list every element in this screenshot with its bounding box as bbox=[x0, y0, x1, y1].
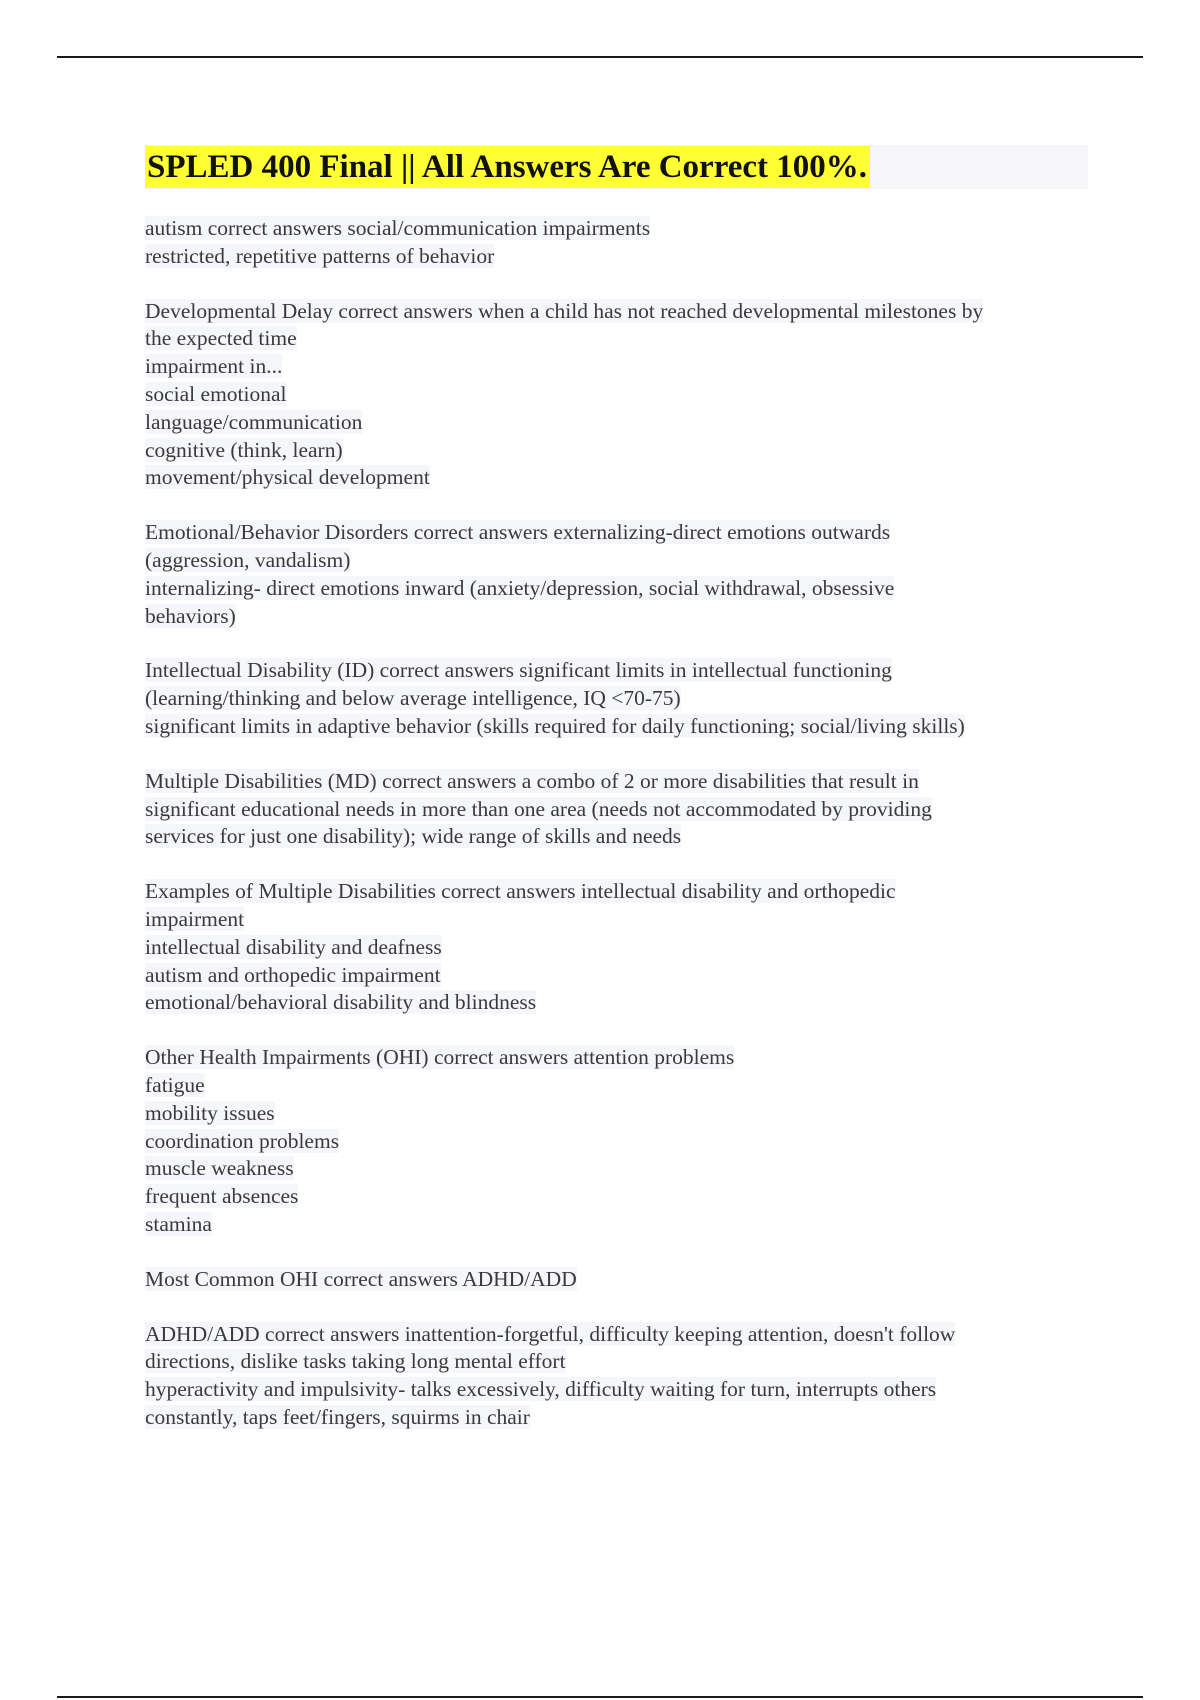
qa-line-text: (aggression, vandalism) bbox=[145, 547, 351, 572]
qa-line bbox=[145, 713, 1105, 741]
qa-entry bbox=[145, 1044, 1105, 1239]
qa-line bbox=[145, 934, 1105, 962]
qa-line bbox=[145, 575, 1105, 603]
qa-line-text: Developmental Delay correct answers when a child has not reached developmental milestones by bbox=[145, 298, 984, 323]
qa-line-text: significant educational needs in more than one area (needs not accommodated by providing bbox=[145, 796, 932, 821]
qa-line-text: autism and orthopedic impairment bbox=[145, 962, 441, 987]
qa-line bbox=[145, 437, 1105, 465]
qa-entry bbox=[145, 519, 1105, 630]
qa-line-text: impairment in... bbox=[145, 354, 283, 379]
qa-line bbox=[145, 796, 1105, 824]
qa-line-text: Multiple Disabilities (MD) correct answers a combo of 2 or more disabilities that result in bbox=[145, 768, 919, 793]
qa-line bbox=[145, 1155, 1105, 1183]
qa-line bbox=[145, 1266, 1105, 1294]
qa-line bbox=[145, 685, 1105, 713]
qa-line-text: ADHD/ADD correct answers inattention-forgetful, difficulty keeping attention, doesn't follow bbox=[145, 1321, 956, 1346]
qa-line-text: intellectual disability and deafness bbox=[145, 934, 442, 959]
qa-line bbox=[145, 409, 1105, 437]
qa-line-text: autism correct answers social/communication impairments bbox=[145, 216, 651, 240]
qa-line-text: behaviors) bbox=[145, 603, 236, 628]
qa-line-text: the expected time bbox=[145, 326, 297, 351]
qa-line bbox=[145, 547, 1105, 575]
qa-line bbox=[145, 878, 1105, 906]
qa-line bbox=[145, 243, 1105, 271]
qa-line bbox=[145, 325, 1105, 353]
qa-line bbox=[145, 657, 1105, 685]
qa-line-text: constantly, taps feet/fingers, squirms in chair bbox=[145, 1404, 530, 1429]
qa-entry bbox=[145, 878, 1105, 1017]
qa-line-text: Emotional/Behavior Disorders correct answers externalizing-direct emotions outwards bbox=[145, 520, 891, 545]
qa-line bbox=[145, 519, 1105, 547]
qa-line-text: coordination problems bbox=[145, 1128, 340, 1153]
qa-line bbox=[145, 768, 1105, 796]
qa-entry bbox=[145, 215, 1105, 271]
qa-line bbox=[145, 381, 1105, 409]
qa-line-text: Examples of Multiple Disabilities correct answers intellectual disability and orthopedic bbox=[145, 879, 896, 904]
qa-line-text: Other Health Impairments (OHI) correct answers attention problems bbox=[145, 1045, 735, 1070]
qa-entry bbox=[145, 1321, 1105, 1432]
qa-line bbox=[145, 1211, 1105, 1239]
qa-line-text: frequent absences bbox=[145, 1184, 299, 1209]
qa-line bbox=[145, 823, 1105, 851]
qa-line bbox=[145, 353, 1105, 381]
qa-line bbox=[145, 1183, 1105, 1211]
document-body bbox=[145, 215, 1105, 1459]
qa-line-text: hyperactivity and impulsivity- talks excessively, difficulty waiting for turn, interrupts others bbox=[145, 1377, 937, 1402]
qa-line-text: restricted, repetitive patterns of behavior bbox=[145, 243, 495, 268]
qa-line-text: mobility issues bbox=[145, 1100, 275, 1125]
qa-line bbox=[145, 215, 1105, 243]
qa-line bbox=[145, 298, 1105, 326]
qa-line bbox=[145, 962, 1105, 990]
qa-line bbox=[145, 1128, 1105, 1156]
bottom-rule bbox=[57, 1696, 1143, 1698]
qa-line bbox=[145, 1404, 1105, 1432]
qa-line bbox=[145, 1376, 1105, 1404]
qa-line-text: stamina bbox=[145, 1211, 212, 1236]
qa-entry bbox=[145, 657, 1105, 740]
qa-line-text: Most Common OHI correct answers ADHD/ADD bbox=[145, 1266, 577, 1291]
qa-line-text: cognitive (think, learn) bbox=[145, 437, 343, 462]
qa-line-text: movement/physical development bbox=[145, 465, 430, 490]
qa-line-text: services for just one disability); wide range of skills and needs bbox=[145, 824, 682, 849]
qa-line-text: social emotional bbox=[145, 381, 287, 406]
qa-line-text: internalizing- direct emotions inward (anxiety/depression, social withdrawal, obsessive bbox=[145, 575, 895, 600]
qa-line-text: directions, dislike tasks taking long mental effort bbox=[145, 1349, 566, 1374]
document-title: SPLED 400 Final || All Answers Are Correct 100%. bbox=[145, 146, 870, 188]
qa-line bbox=[145, 1321, 1105, 1349]
qa-line-text: Intellectual Disability (ID) correct answers significant limits in intellectual functioning bbox=[145, 658, 892, 683]
qa-line bbox=[145, 906, 1105, 934]
qa-line bbox=[145, 989, 1105, 1017]
qa-line-text: fatigue bbox=[145, 1072, 205, 1097]
qa-line bbox=[145, 464, 1105, 492]
qa-line-text: significant limits in adaptive behavior (skills required for daily functioning; social/living skills) bbox=[145, 713, 965, 738]
qa-line bbox=[145, 603, 1105, 631]
qa-line bbox=[145, 1348, 1105, 1376]
qa-line-text: language/communication bbox=[145, 409, 363, 434]
qa-entry bbox=[145, 768, 1105, 851]
qa-line bbox=[145, 1044, 1105, 1072]
qa-line bbox=[145, 1072, 1105, 1100]
qa-line-text: impairment bbox=[145, 906, 245, 931]
qa-line-text: (learning/thinking and below average intelligence, IQ <70-75) bbox=[145, 686, 681, 711]
top-rule bbox=[57, 56, 1143, 58]
qa-entry bbox=[145, 298, 1105, 493]
qa-line bbox=[145, 1100, 1105, 1128]
qa-entry bbox=[145, 1266, 1105, 1294]
qa-line-text: muscle weakness bbox=[145, 1156, 294, 1181]
qa-line-text: emotional/behavioral disability and blindness bbox=[145, 990, 537, 1015]
